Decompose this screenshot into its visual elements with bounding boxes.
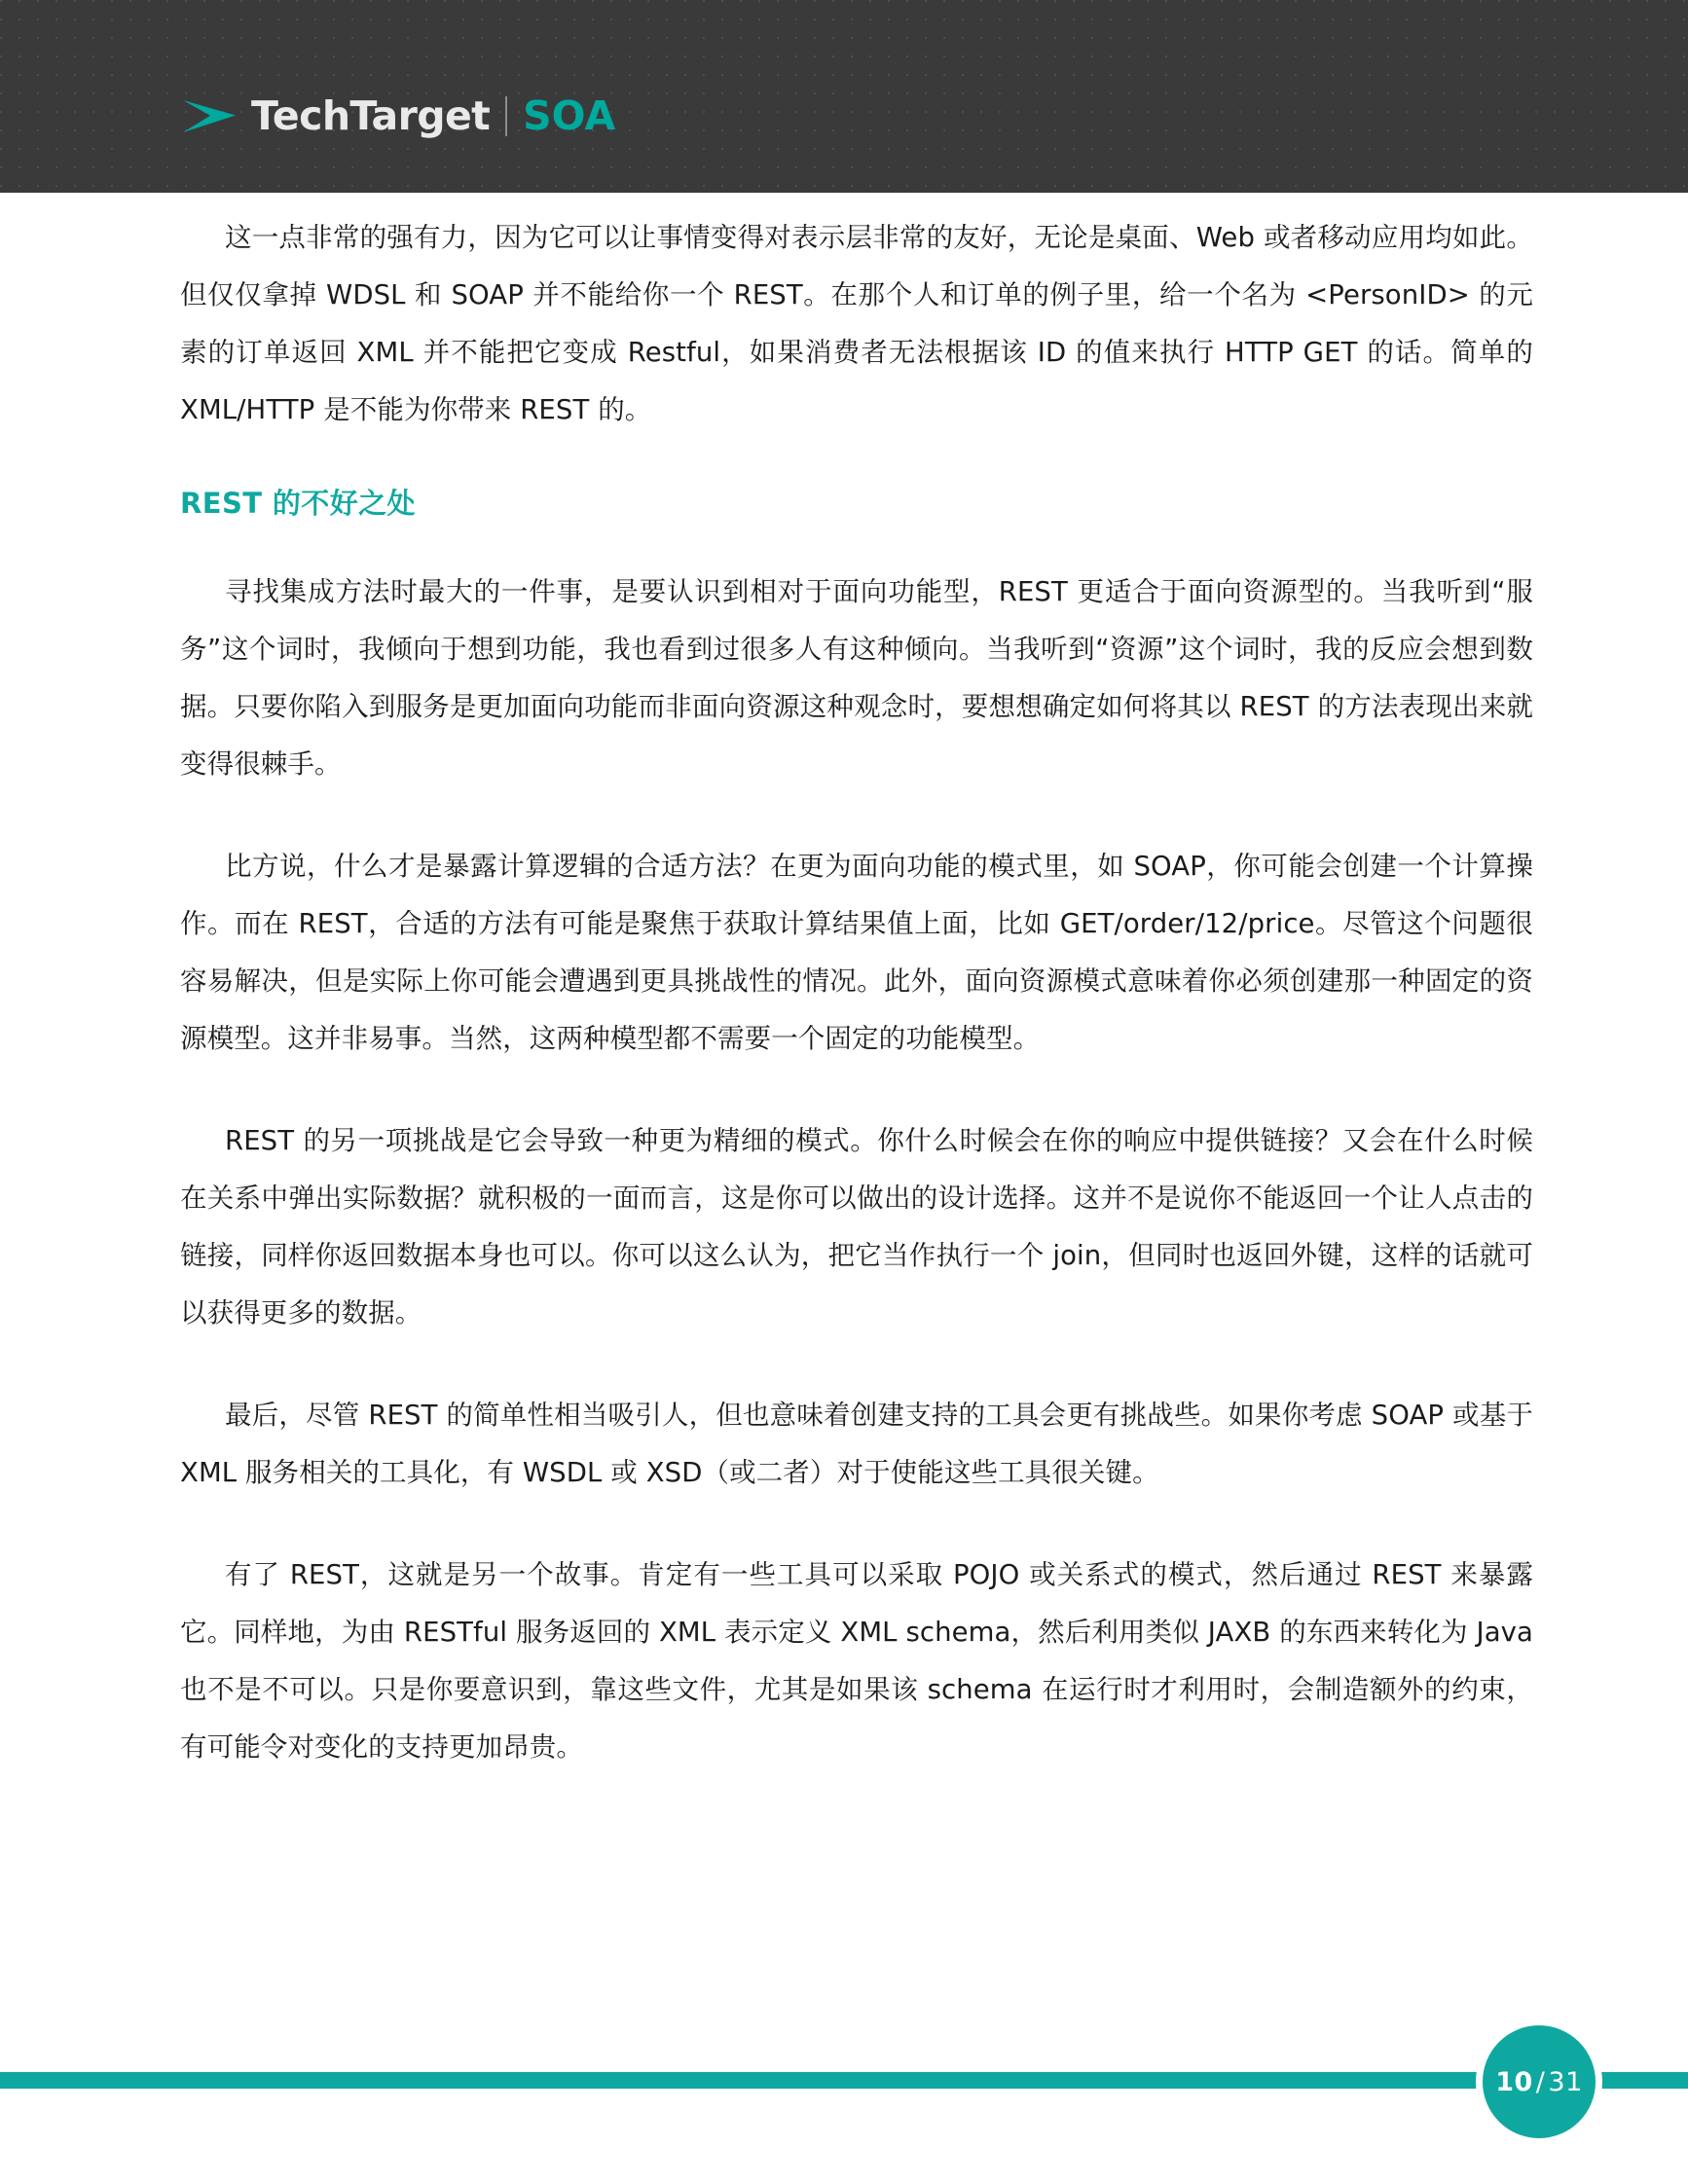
document-body (180, 209, 1533, 1821)
paragraph: 比方说，什么才是暴露计算逻辑的合适方法？在更为面向功能的模式里，如 SOAP，你可能会创建一个计算操作。而在 REST，合适的方法有可能是聚焦于获取计算结果值上面，比如 GET/order/12/price。尽管这个问题很容易解决，但是实际上你可能会遭遇到更具挑战性的情况。此外，面向资源模式意味着你必须创建那一种固定的资源模型。这并非易事。当然，这两种模型都不需要一个固定的功能模型。 (180, 851, 1533, 1054)
logo-divider (505, 96, 507, 136)
paragraph: 最后，尽管 REST 的简单性相当吸引人，但也意味着创建支持的工具会更有挑战些。如果你考虑 SOAP 或基于 XML 服务相关的工具化，有 WSDL 或 XSD（或二者）对于使能这些工具很关键。 (180, 1400, 1533, 1488)
page-header-band (0, 0, 1688, 193)
paragraph: 寻找集成方法时最大的一件事，是要认识到相对于面向功能型，REST 更适合于面向资源型的。当我听到“服务”这个词时，我倾向于想到功能，我也看到过很多人有这种倾向。当我听到“资源”这个词时，我的反应会想到数据。只要你陷入到服务是更加面向功能而非面向资源这种观念时，要想想确定如何将其以 REST 的方法表现出来就变得很棘手。 (180, 576, 1533, 780)
paragraph: 这一点非常的强有力，因为它可以让事情变得对表示层非常的友好，无论是桌面、Web 或者移动应用均如此。但仅仅拿掉 WDSL 和 SOAP 并不能给你一个 REST。在那个人和订单的例子里，给一个名为 <PersonID> 的元素的订单返回 XML 并不能把它变成 Restful，如果消费者无法根据该 ID 的值来执行 HTTP GET 的话。简单的 XML/HTTP 是不能为你带来 REST 的。 (180, 222, 1533, 425)
paragraph: 有了 REST，这就是另一个故事。肯定有一些工具可以采取 POJO 或关系式的模式，然后通过 REST 来暴露它。同样地，为由 RESTful 服务返回的 XML 表示定义 XML schema，然后利用类似 JAXB 的东西来转化为 Java 也不是不可以。只是你要意识到，靠这些文件，尤其是如果该 schema 在运行时才利用时，会制造额外的约束，有可能令对变化的支持更加昂贵。 (180, 1559, 1533, 1763)
page-number-badge (1476, 2019, 1602, 2145)
paragraph: REST 的另一项挑战是它会导致一种更为精细的模式。你什么时候会在你的响应中提供链接？又会在什么时候在关系中弹出实际数据？就积极的一面而言，这是你可以做出的设计选择。这并不是说你不能返回一个让人点击的链接，同样你返回数据本身也可以。你可以这么认为，把它当作执行一个 join，但同时也返回外键，这样的话就可以获得更多的数据。 (180, 1125, 1533, 1329)
footer-accent-bar (0, 2072, 1688, 2089)
logo-brand-text: TechTarget (251, 91, 491, 139)
logo-brand-suffix: SOA (523, 91, 616, 139)
section-heading: REST 的不好之处 (180, 487, 416, 520)
current-page-number: 10 (1495, 2066, 1533, 2097)
techtarget-logo (181, 90, 615, 142)
total-page-number: 31 (1548, 2066, 1583, 2097)
chevron-right-arrow-icon (181, 96, 238, 135)
page-separator: / (1535, 2066, 1546, 2097)
